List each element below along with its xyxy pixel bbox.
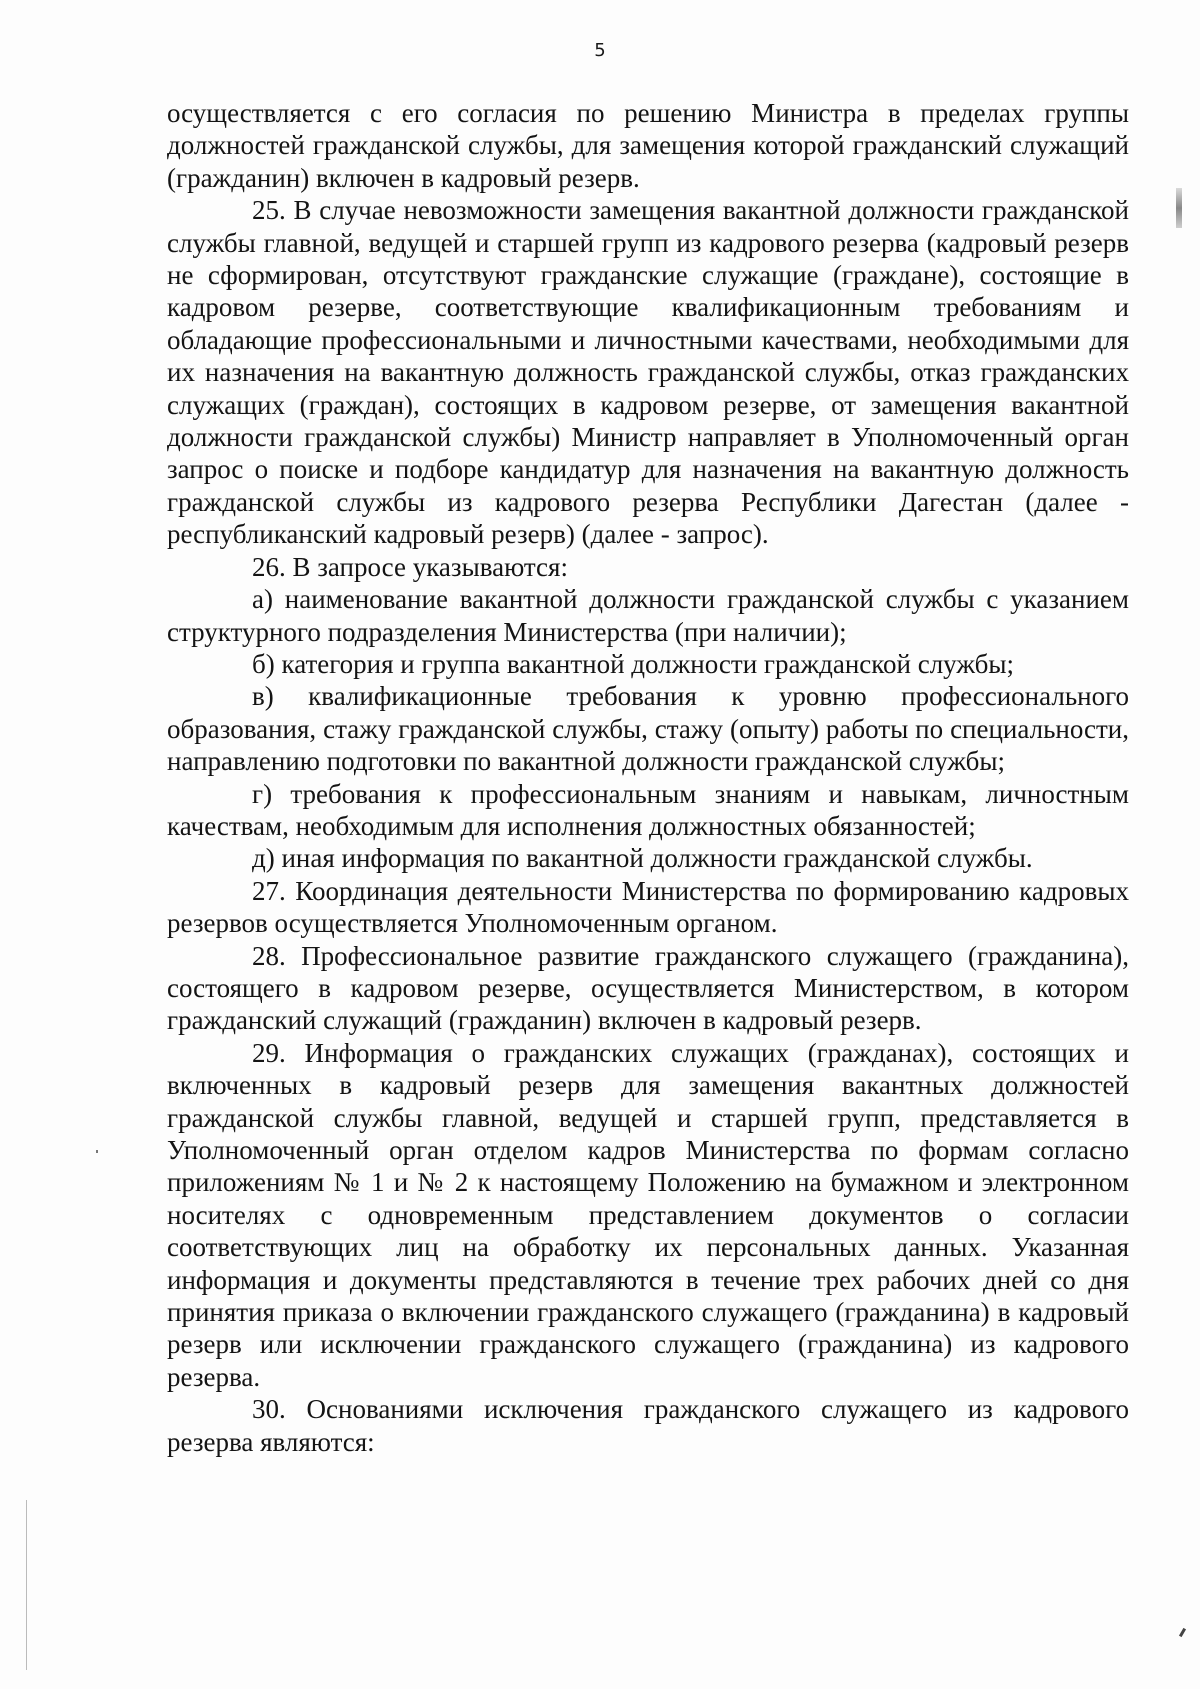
paragraph-26-d: д) иная информация по вакантной должности гражданской службы.	[252, 843, 1033, 874]
document-body	[167, 97, 1129, 1458]
paragraph-28: 28. Профессиональное развитие гражданского служащего (гражданина), состоящего в кадровом резерве, осуществляется Министерством, в котором гражданский служащий (гражданин) включен в кадровый резерв.	[167, 940, 1129, 1036]
scan-artifact-left-line	[26, 1500, 27, 1670]
paragraph-27: 27. Координация деятельности Министерства по формированию кадровых резервов осуществляется Уполномоченным органом.	[167, 875, 1129, 939]
paragraph-26-g: г) требования к профессиональным знаниям и навыкам, личностным качествам, необходимым для исполнения должностных обязанностей;	[167, 778, 1129, 841]
page-number: 5	[594, 40, 606, 61]
paragraph-26-a: а) наименование вакантной должности гражданской службы с указанием структурного подразделения Министерства (при наличии);	[167, 584, 1129, 647]
paragraph-26: 26. В запросе указываются:	[252, 551, 568, 582]
scan-artifact-right-mark	[1179, 1628, 1186, 1637]
paragraph-30: 30. Основаниями исключения гражданского служащего из кадрового резерва являются:	[167, 1394, 1129, 1457]
paragraph-26-b: б) категория и группа вакантной должности гражданской службы;	[252, 648, 1014, 679]
paragraph-25: 25. В случае невозможности замещения вакантной должности гражданской службы главной, ведущей и старшей групп из кадрового резерва (кадровый резерв не сформирован, отсутствуют гражданские служащие (граждане), состоящие в кадровом резерве, соответствующие квалификационным требованиям и обладающие профессиональными и личностными качествами, необходимыми для их назначения на вакантную должность гражданской службы, отказ гражданских служащих (граждан), состоящих в кадровом резерве, от замещения вакантной должности гражданской службы) Министр направляет в Уполномоченный орган запрос о поиске и подборе кандидатур для назначения на вакантную должность гражданской службы из кадрового резерва Республики Дагестан (далее - республиканский кадровый резерв) (далее - запрос).	[167, 195, 1129, 550]
paragraph-26-v: в) квалификационные требования к уровню профессионального образования, стажу гражданской службы, стажу (опыту) работы по специальности, направлению подготовки по вакантной должности гражданской службы;	[167, 681, 1129, 777]
scan-artifact-right-edge	[1176, 188, 1182, 228]
paragraph-continuation: осуществляется с его согласия по решению Министра в пределах группы должностей гражданской службы, для замещения которой гражданский служащий (гражданин) включен в кадровый резерв.	[167, 98, 1129, 193]
scan-artifact-left-dot	[96, 1150, 98, 1153]
paragraph-29: 29. Информация о гражданских служащих (гражданах), состоящих и включенных в кадровый резерв для замещения вакантных должностей гражданской службы главной, ведущей и старшей групп, представляется в Уполномоченный орган отделом кадров Министерства по формам согласно приложениям № 1 и № 2 к настоящему Положению на бумажном и электронном носителях с одновременным представлением документов о согласии соответствующих лиц на обработку их персональных данных. Указанная информация и документы представляются в течение трех рабочих дней со дня принятия приказа о включении гражданского служащего (гражданина) в кадровый резерв или исключении гражданского служащего (гражданина) из кадрового резерва.	[167, 1037, 1129, 1392]
